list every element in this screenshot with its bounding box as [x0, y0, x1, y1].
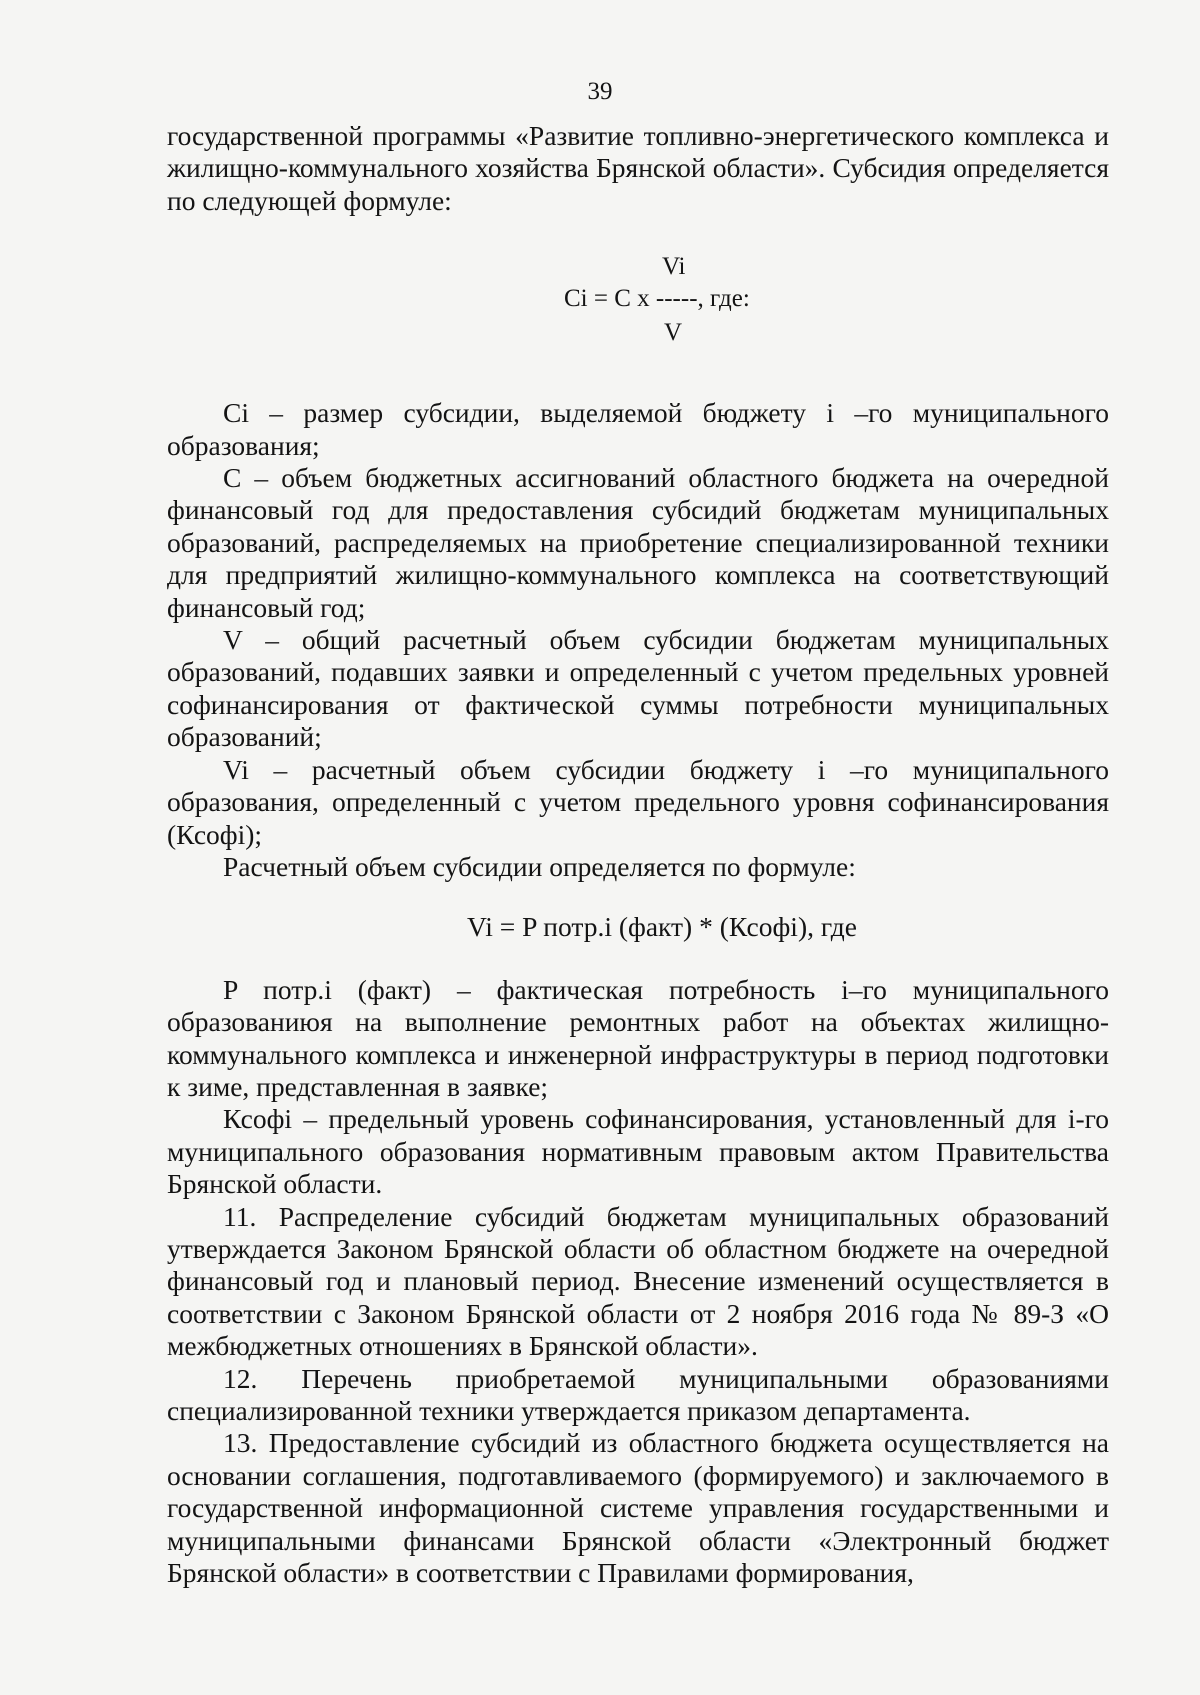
document-body [167, 120, 1109, 1589]
page-number: 39 [587, 78, 613, 105]
clause-12: 12. Перечень приобретаемой муниципальными образованиями специализированной техники утверждается приказом департамента. [167, 1362, 1109, 1426]
formula-denominator: V [664, 319, 683, 347]
definition-ksof: Ксофi – предельный уровень софинансирования, установленный для i-го муниципального образования нормативным правовым актом Правительства Брянской области. [167, 1103, 1109, 1200]
definition-vi: Vi – расчетный объем субсидии бюджету i –го муниципального образования, определенный с учетом предельного уровня софинансирования (Ксофi); [167, 753, 1109, 850]
calc-formula: Vi = P потр.i (факт) * (Ксофi), где [467, 911, 857, 943]
clause-11: 11. Распределение субсидий бюджетам муниципальных образований утверждается Законом Брянской области об областном бюджете на очередной финансовый год и плановый период. Внесение изменений осуществляется в соответствии с Законом Брянской области от 2 ноября 2016 года № 89-З «О межбюджетных отношениях в Брянской области». [167, 1200, 1109, 1362]
subsidy-formula [167, 247, 1109, 359]
clause-13: 13. Предоставление субсидий из областного бюджета осуществляется на основании соглашения, подготавливаемого (формируемого) и заключаемого в государственной информационной системе управления государственными и муниципальными финансами Брянской области «Электронный бюджет Брянской области» в соответствии с Правилами формирования, [167, 1427, 1109, 1589]
formula-main-line: Ci = C x -----, где: [564, 285, 750, 313]
definition-c: C – объем бюджетных ассигнований областного бюджета на очередной финансовый год для предоставления субсидий бюджетам муниципальных образований, распределяемых на приобретение специализированной техники для предприятий жилищно-коммунального комплекса на соответствующий финансовый год; [167, 462, 1109, 623]
calc-intro: Расчетный объем субсидии определяется по формуле: [223, 850, 856, 882]
intro-paragraph: государственной программы «Развитие топливно-энергетического комплекса и жилищно-коммунального хозяйства Брянской области». Субсидия определяется по следующей формуле: [167, 120, 1109, 216]
definition-ci: Ci – размер субсидии, выделяемой бюджету i –го муниципального образования; [167, 397, 1109, 461]
definition-p: P потр.i (факт) – фактическая потребность i–го муниципального образованиюя на выполнение ремонтных работ на объектах жилищно-коммунального комплекса и инженерной инфраструктуры в период подготовки к зиме, представленная в заявке; [167, 973, 1109, 1102]
definition-v: V – общий расчетный объем субсидии бюджетам муниципальных образований, подавших заявки и определенный с учетом предельных уровней софинансирования от фактической суммы потребности муниципальных образований; [167, 624, 1109, 753]
formula-numerator: Vi [662, 253, 686, 281]
